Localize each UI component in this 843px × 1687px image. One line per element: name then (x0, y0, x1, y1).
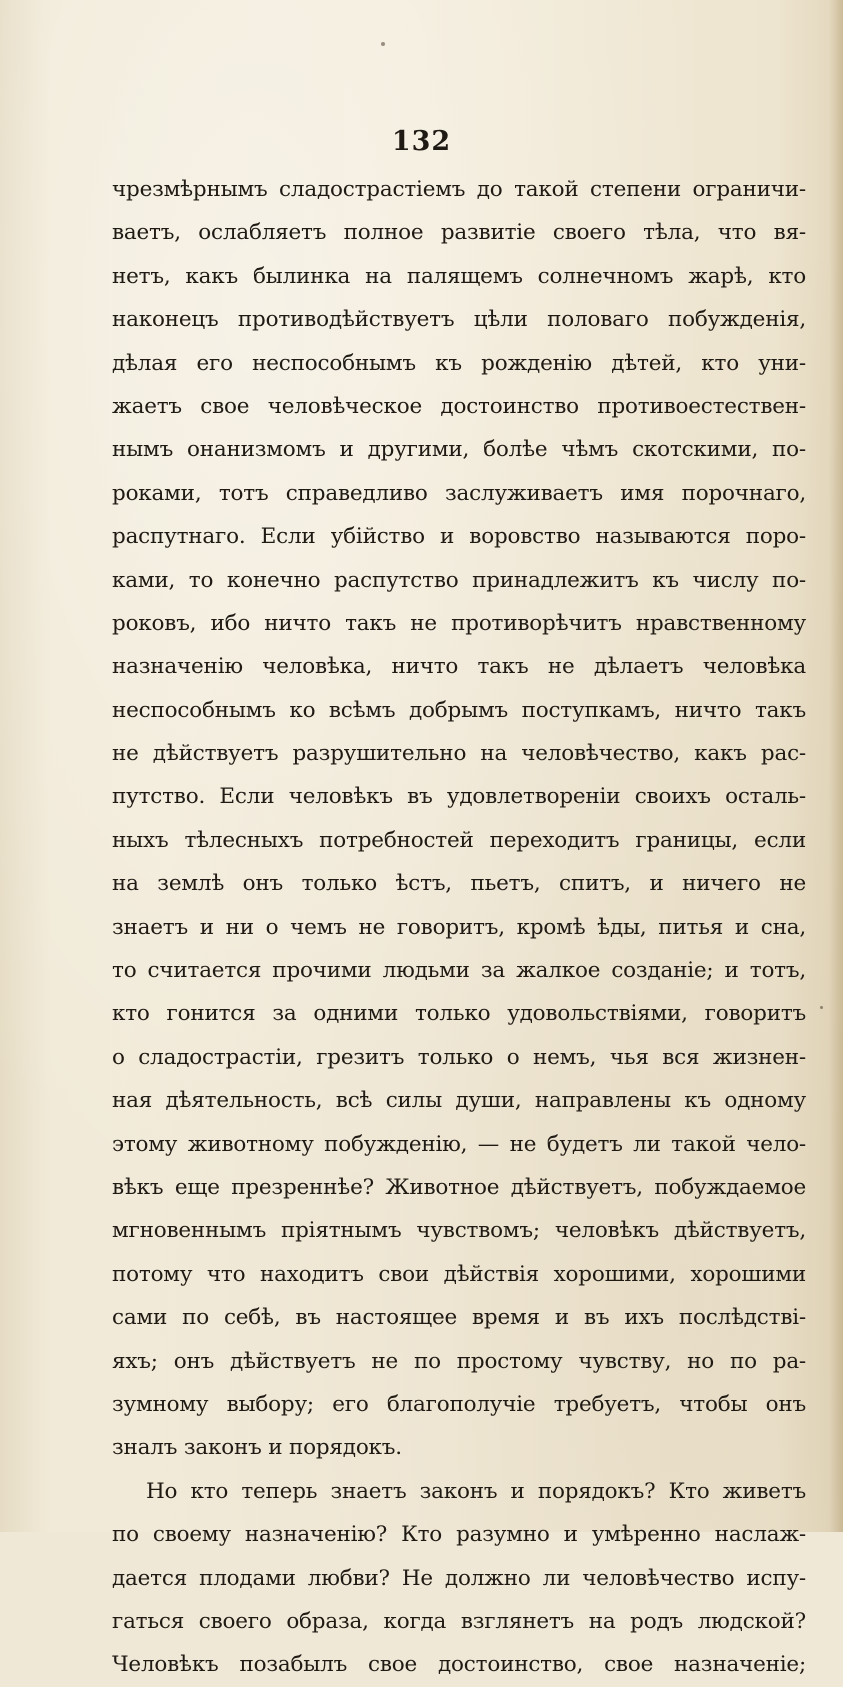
text-line: потому что находитъ свои дѣйствія хорошими, хорошими (112, 1261, 806, 1287)
page-number: 132 (391, 126, 452, 157)
text-line: не дѣйствуетъ разрушительно на человѣчество, какъ рас- (112, 741, 806, 767)
text-line: о сладострастіи, грезитъ только о немъ, чья вся жизнен- (112, 1044, 806, 1070)
text-line: зналъ законъ и порядокъ. (112, 1435, 402, 1461)
page-edge-shadow (829, 0, 843, 1532)
text-line: дается плодами любви? Не должно ли человѣчество испу- (112, 1565, 806, 1591)
text-line: наконецъ противодѣйствуетъ цѣли половаго побужденія, (112, 307, 806, 333)
text-line: путство. Если человѣкъ въ удовлетвореніи своихъ осталь- (112, 784, 806, 810)
text-line: кто гонится за одними только удовольствіями, говоритъ (112, 1001, 806, 1027)
text-line: мгновеннымъ пріятнымъ чувствомъ; человѣкъ дѣйствуетъ, (112, 1218, 806, 1244)
text-line: ками, то конечно распутство принадлежитъ къ числу по- (112, 567, 806, 593)
text-line: ваетъ, ослабляетъ полное развитіе своего тѣла, что вя- (112, 220, 806, 246)
text-line: неспособнымъ ко всѣмъ добрымъ поступкамъ, ничто такъ (112, 697, 806, 723)
text-line: вѣкъ еще презреннѣе? Животное дѣйствуетъ, побуждаемое (112, 1174, 806, 1200)
text-line: дѣлая его неспособнымъ къ рожденію дѣтей, кто уни- (112, 350, 806, 376)
text-line: сами по себѣ, въ настоящее время и въ ихъ послѣдстві- (112, 1305, 806, 1331)
text-line: нетъ, какъ былинка на палящемъ солнечномъ жарѣ, кто (112, 263, 806, 289)
text-line: чрезмѣрнымъ сладострастіемъ до такой степени ограничи- (112, 177, 806, 202)
text-line: распутнаго. Если убійство и воровство называются поро- (112, 524, 806, 550)
text-line: назначенію человѣка, ничто такъ не дѣлаетъ человѣка (112, 654, 806, 680)
text-line: зумному выбору; его благополучіе требуетъ, чтобы онъ (112, 1391, 806, 1417)
paragraph-2 (112, 1470, 806, 1687)
text-line: знаетъ и ни о чемъ не говоритъ, кромѣ ѣды, питья и сна, (112, 914, 806, 940)
text-line: нымъ онанизмомъ и другими, болѣе чѣмъ скотскими, по- (112, 437, 806, 463)
text-line: на землѣ онъ только ѣстъ, пьетъ, спитъ, и ничего не (112, 871, 806, 897)
text-line: Человѣкъ позабылъ свое достоинство, свое назначеніе; (112, 1652, 806, 1678)
text-line: этому животному побужденію, — не будетъ ли такой чело- (112, 1131, 806, 1157)
body-text (112, 168, 806, 1687)
text-line: ная дѣятельность, всѣ силы души, направлены къ одному (112, 1088, 806, 1114)
text-line: Но кто теперь знаетъ законъ и порядокъ? Кто живетъ (146, 1478, 806, 1504)
text-line: гаться своего образа, когда взглянетъ на родъ людской? (112, 1608, 806, 1634)
text-line: то считается прочими людьми за жалкое созданіе; и тотъ, (112, 958, 806, 984)
text-line: роками, тотъ справедливо заслуживаетъ имя порочнаго, (112, 480, 806, 506)
text-line: по своему назначенію? Кто разумно и умѣренно наслаж- (112, 1522, 806, 1548)
paragraph-1 (112, 168, 806, 1470)
paper-speck (820, 1006, 823, 1009)
text-line: жаетъ свое человѣческое достоинство противоестествен- (112, 393, 806, 419)
text-line: ныхъ тѣлесныхъ потребностей переходитъ границы, если (112, 827, 806, 853)
text-line: яхъ; онъ дѣйствуетъ не по простому чувству, но по ра- (112, 1348, 806, 1374)
paper-speck (381, 42, 385, 46)
text-line: роковъ, ибо ничто такъ не противорѣчитъ нравственному (112, 610, 806, 636)
